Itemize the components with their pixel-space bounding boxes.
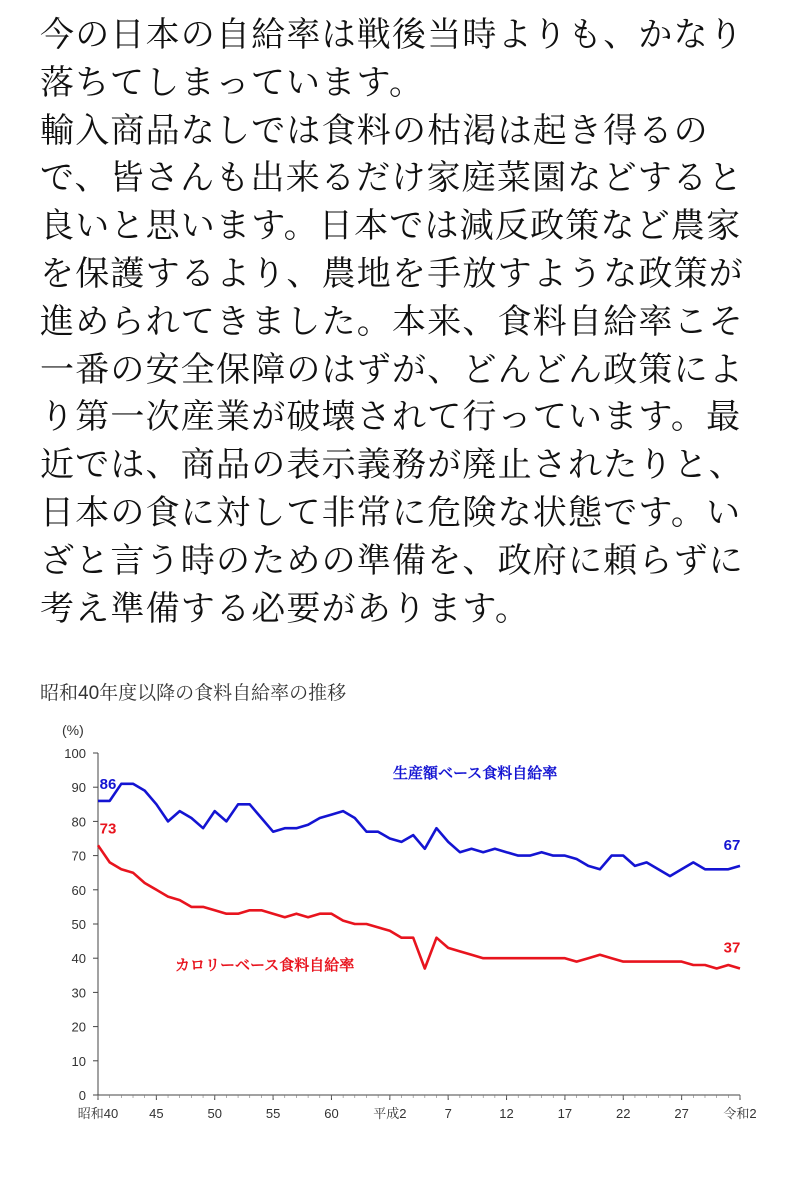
chart-axes xyxy=(64,746,756,1121)
x-tick-label: 55 xyxy=(265,1106,281,1121)
y-tick-label: 100 xyxy=(64,746,86,761)
self-sufficiency-chart xyxy=(0,665,800,1176)
y-tick-label: 70 xyxy=(71,848,86,864)
series-start-label: 73 xyxy=(99,820,117,838)
y-tick-label: 10 xyxy=(71,1053,86,1069)
chart-title: 昭和40年度以降の食料自給率の推移 xyxy=(40,683,347,704)
x-tick-label: 12 xyxy=(499,1106,514,1121)
series-line-production xyxy=(98,784,740,876)
y-tick-label: 80 xyxy=(71,814,86,830)
y-tick-label: 0 xyxy=(78,1088,86,1103)
y-tick-label: 40 xyxy=(71,951,86,967)
series-end-label: 67 xyxy=(723,836,741,854)
x-tick-label: 平成2 xyxy=(373,1106,407,1121)
x-tick-label: 昭和40 xyxy=(77,1106,119,1121)
x-tick-label: 45 xyxy=(149,1106,164,1121)
y-tick-label: 20 xyxy=(71,1019,86,1035)
y-tick-label: 50 xyxy=(71,917,86,932)
y-tick-label: 30 xyxy=(71,985,86,1001)
x-tick-label: 7 xyxy=(444,1106,452,1121)
chart-svg xyxy=(0,665,800,1176)
series-start-label: 86 xyxy=(99,775,117,793)
y-axis-unit: (%) xyxy=(62,722,84,738)
series-label-calorie: カロリーベース食料自給率 xyxy=(175,957,355,974)
y-tick-label: 90 xyxy=(71,780,86,796)
x-tick-label: 22 xyxy=(616,1106,631,1121)
series-label-production: 生産額ベース食料自給率 xyxy=(393,765,558,782)
article-text: 今の日本の自給率は戦後当時よりも、かなり 落ちてしまっています。 輸入商品なしでは食料の枯渇は起き得るの で、皆さんも出来るだけ家庭菜園などすると 良いと思います。日本では減反政策など農家 を保護するより、農地を手放すような政策が 進められてきました。本来、食料自給率こそ 一番の安全保障のはずが、どんどん政策によ り第一次産業が破壊されて行っています。最 近では、商品の表示義務が廃止されたりと、 日本の食に対して非常に危険な状態です。い ざと言う時のための準備を、政府に頼らずに 考え準備する必要があります。 xyxy=(40,15,744,629)
x-tick-label: 60 xyxy=(324,1106,339,1121)
series-end-label: 37 xyxy=(723,939,741,957)
x-tick-label: 17 xyxy=(557,1106,573,1121)
chart-series xyxy=(98,776,740,969)
y-tick-label: 60 xyxy=(71,882,86,898)
x-tick-label: 令和2 xyxy=(723,1106,757,1121)
x-tick-label: 50 xyxy=(207,1106,222,1121)
x-tick-label: 27 xyxy=(674,1106,689,1121)
